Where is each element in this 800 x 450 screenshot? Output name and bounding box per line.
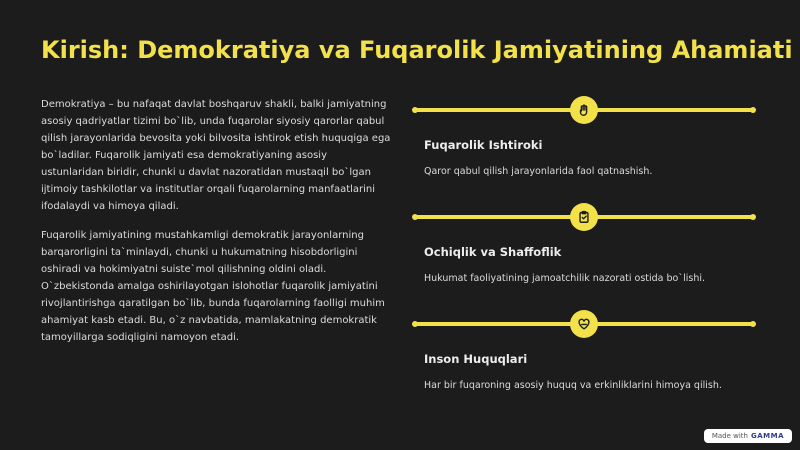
principle-description: Har bir fuqaroning asosiy huquq va erkinliklarini himoya qilish. xyxy=(424,380,722,391)
principles-timeline xyxy=(414,92,754,413)
intro-text-column xyxy=(41,96,391,358)
gamma-logo: GAMMA xyxy=(750,432,784,440)
page-title: Kirish: Demokratiya va Fuqarolik Jamiyatining Ahamiati xyxy=(41,36,793,64)
clipboard-icon xyxy=(570,203,598,231)
hand-raised-icon xyxy=(570,96,598,124)
heart-hands-icon xyxy=(570,310,598,338)
principle-title: Inson Huquqlari xyxy=(424,352,528,366)
principle-description: Hukumat faoliyatining jamoatchilik nazorati ostida bo`lishi. xyxy=(424,273,706,284)
principle-item-transparency xyxy=(414,199,754,306)
principle-title: Fuqarolik Ishtiroki xyxy=(424,138,543,152)
made-with-label: Made with xyxy=(711,432,748,440)
intro-paragraph-2: Fuqarolik jamiyatining mustahkamligi demokratik jarayonlarning barqarorligini ta`minlaydi, chunki u hukumatning hisobdorligini oshiradi va hokimiyatni suiste`mol qilishning oldini oladi. O`zbekistonda amalga oshirilayotgan islohotlar fuqarolik jamiyatini rivojlantirishga qaratilgan bo`lib, bunda fuqarolarning faolligi muhim ahamiyat kasb etadi. Bu, o`z navbatida, mamlakatning demokratik tamoyillarga sodiqligini namoyon etadi. xyxy=(41,230,385,343)
principle-item-human-rights xyxy=(414,306,754,413)
intro-paragraph-1: Demokratiya – bu nafaqat davlat boshqaruv shakli, balki jamiyatning asosiy qadriyatlar tizimi bo`lib, unda fuqarolar siyosiy qarorlar qabul qilish jarayonlarida bevosita yoki bilvosita ishtirok etish huquqiga ega bo`ladilar. Fuqarolik jamiyati esa demokratiyaning asosiy ustunlaridan biridir, chunki u davlat nazoratidan mustaqil bo`lgan ijtimoiy tashkilotlar va institutlar orqali fuqarolarning manfaatlarini ifodalaydi va himoya qiladi. xyxy=(41,99,391,212)
principle-title: Ochiqlik va Shaffoflik xyxy=(424,245,562,259)
principle-description: Qaror qabul qilish jarayonlarida faol qatnashish. xyxy=(424,166,653,177)
made-with-gamma-badge[interactable] xyxy=(704,429,792,443)
principle-item-civic-participation xyxy=(414,92,754,199)
